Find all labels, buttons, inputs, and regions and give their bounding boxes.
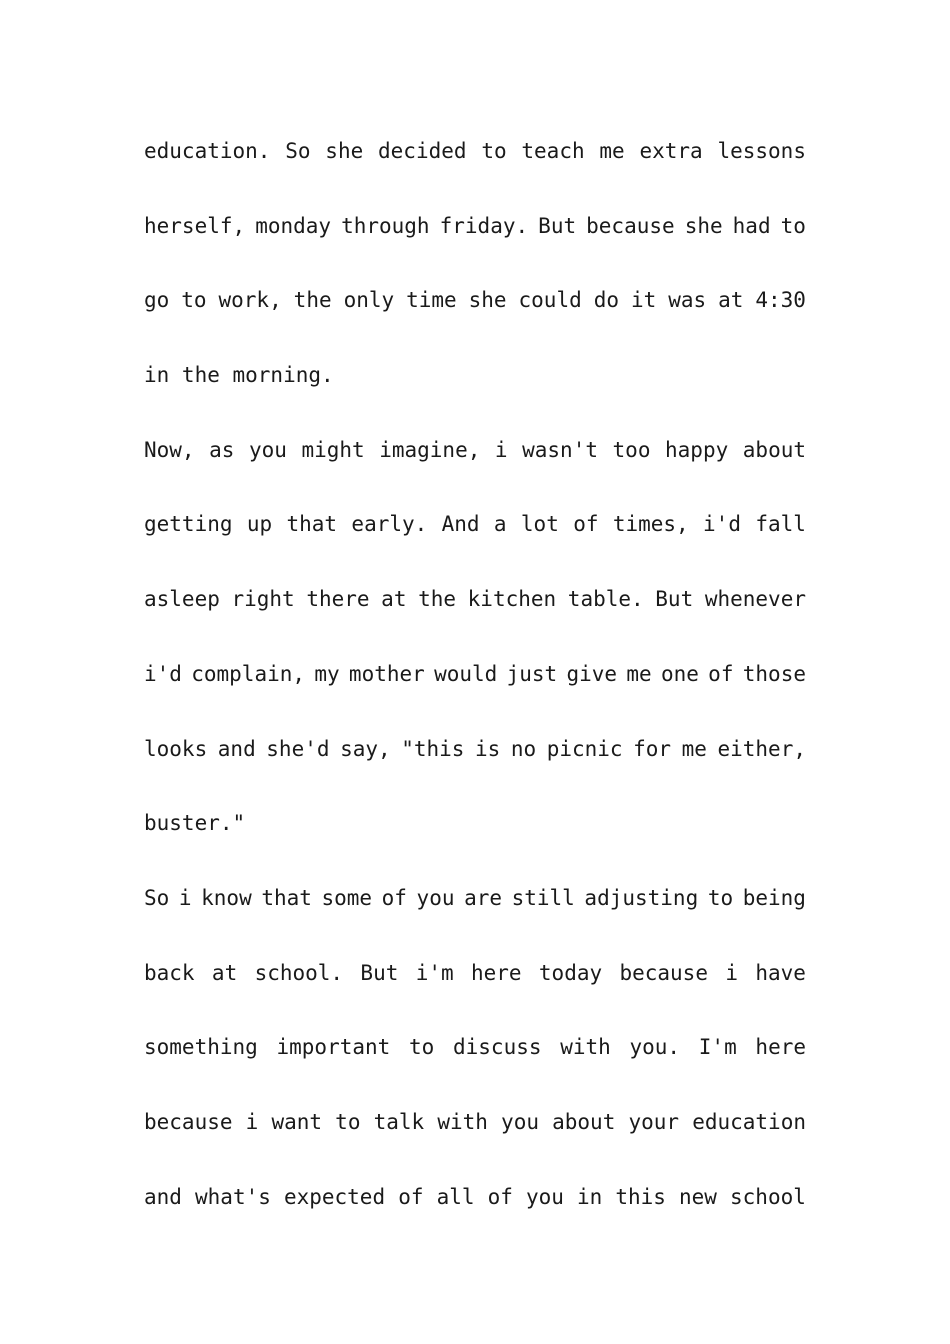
text-line: because i want to talk with you about your education <box>144 1109 806 1134</box>
text-line: herself, monday through friday. But because she had to <box>144 213 806 238</box>
text-line: something important to discuss with you. I'm here <box>144 1035 806 1060</box>
text-line: go to work, the only time she could do it was at 4:30 <box>144 288 806 313</box>
text-line: buster." <box>144 811 246 836</box>
text-line: Now, as you might imagine, i wasn't too happy about <box>144 437 806 462</box>
body-text <box>144 114 806 1234</box>
text-line: in the morning. <box>144 363 334 388</box>
text-line: back at school. But i'm here today because i have <box>144 960 806 985</box>
text-line: getting up that early. And a lot of times, i'd fall <box>144 512 806 537</box>
text-line: i'd complain, my mother would just give me one of those <box>144 661 806 686</box>
text-line: looks and she'd say, "this is no picnic for me either, <box>144 736 806 761</box>
text-line: asleep right there at the kitchen table. But whenever <box>144 587 806 612</box>
text-line: education. So she decided to teach me extra lessons <box>144 139 806 163</box>
text-line: So i know that some of you are still adjusting to being <box>144 885 806 910</box>
text-line: and what's expected of all of you in this new school <box>144 1184 806 1209</box>
